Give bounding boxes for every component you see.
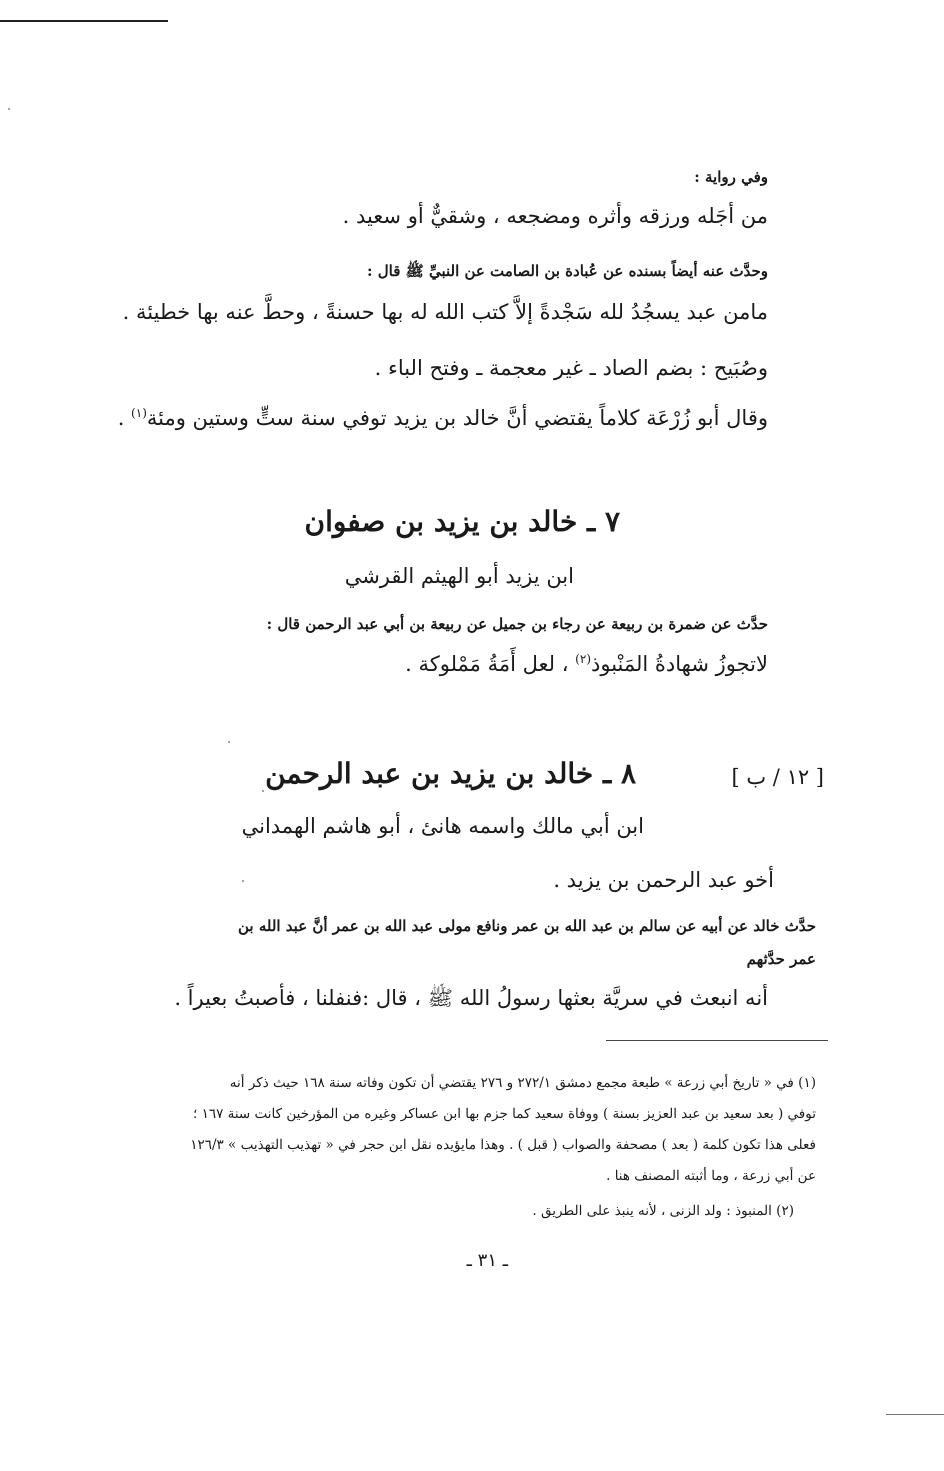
narration-heading: وحدَّث عنه أيضاً بسنده عن عُبادة بن الصامت عن النبيِّ ﷺ قال : [366, 262, 768, 280]
scan-speck [228, 741, 230, 743]
entry-isnad: حدَّث خالد عن أبيه عن سالم بن عبد الله بن عمر ونافع مولى عبد الله بن عمر أنَّ عبد الله بن [238, 917, 816, 935]
narration-text: مامن عبد يسجُدُ لله سَجْدةً إلاَّ كتب الله له بها حسنةً ، وحطَّ عنه بها خطيئة . [122, 300, 768, 324]
entry-text-part: ، لعل أَمَةُ مَمْلوكة . [405, 652, 576, 676]
footnote-line: توفي ( بعد سعيد بن عبد العزيز بسنة ) ووفاة سعيد كما جزم بها ابن عساكر وغيره من المؤرخين كانت سنة ١٦٧ ؛ [192, 1106, 816, 1122]
scan-speck [8, 108, 10, 110]
page-number: ـ ٣١ ـ [466, 1250, 508, 1271]
footnote-line: عن أبي زرعة ، وما أثبته المصنف هنا . [606, 1168, 816, 1184]
narration-heading: وفي رواية : [694, 168, 768, 186]
manuscript-folio-ref: [ ١٢ / ب ] [731, 765, 824, 789]
footnote-1 [190, 1068, 816, 1192]
entry-isnad: حدَّث عن ضمرة بن ربيعة عن رجاء بن جميل عن ربيعة بن أبي عبد الرحمن قال : [266, 615, 768, 633]
scan-edge-bottom-right [886, 1414, 944, 1415]
entry-subtitle: ابن أبي مالك واسمه هانئ ، أبو هاشم الهمداني [241, 814, 644, 838]
footnote-line: فعلى هذا تكون كلمة ( بعد ) مصحفة والصواب ( قبل ) . وهذا مايؤيده نقل ابن حجر في « تهذيب التهذيب » ١٢٦/٣ [190, 1137, 816, 1153]
entry-brother: أخو عبد الرحمن بن يزيد . [553, 868, 774, 892]
footnote-separator [606, 1040, 828, 1041]
footnote-line: (١) في « تاريخ أبي زرعة » طبعة مجمع دمشق ٢٧٢/١ و ٢٧٦ يقتضي أن تكون وفاته سنة ١٦٨ حيث ذكر أنه [229, 1075, 816, 1091]
entry-subtitle: ابن يزيد أبو الهيثم القرشي [344, 564, 574, 588]
entry-title: ٨ ـ خالد بن يزيد بن عبد الرحمن [265, 757, 636, 790]
entry-text [405, 652, 768, 676]
scan-speck [262, 790, 264, 792]
entry-title: ٧ ـ خالد بن يزيد بن صفوان [304, 505, 620, 538]
scan-speck [242, 880, 244, 882]
statement-end: . [117, 406, 132, 430]
footnote-ref: (٢) [575, 652, 591, 666]
vocalization-note: وصُبَيح : بضم الصاد ـ غير معجمة ـ وفتح الباء . [374, 356, 768, 380]
entry-text-part: لاتجوزُ شهادةُ المَنْبوذ [591, 652, 768, 676]
entry-text: أنه انبعث في سريَّة بعثها رسولُ الله ﷺ ، قال :فنفلنا ، فأصبتُ بعيراً . [174, 986, 768, 1010]
footnote-ref: (١) [131, 406, 147, 420]
scan-edge-top-left [0, 20, 168, 22]
narration-text: من أجَله ورزقه وأثره ومضجعه ، وشقيٌّ أو سعيد . [342, 204, 768, 228]
entry-isnad: عمر حدَّثهم [746, 950, 816, 968]
abu-zura-statement [118, 406, 768, 430]
footnote-2: (٢) المنبوذ : ولد الزنى ، لأنه ينبذ على الطريق . [532, 1203, 794, 1219]
statement-text: وقال أبو زُرْعَة كلاماً يقتضي أنَّ خالد بن يزيد توفي سنة ستٍّ وستين ومئة [146, 406, 768, 430]
